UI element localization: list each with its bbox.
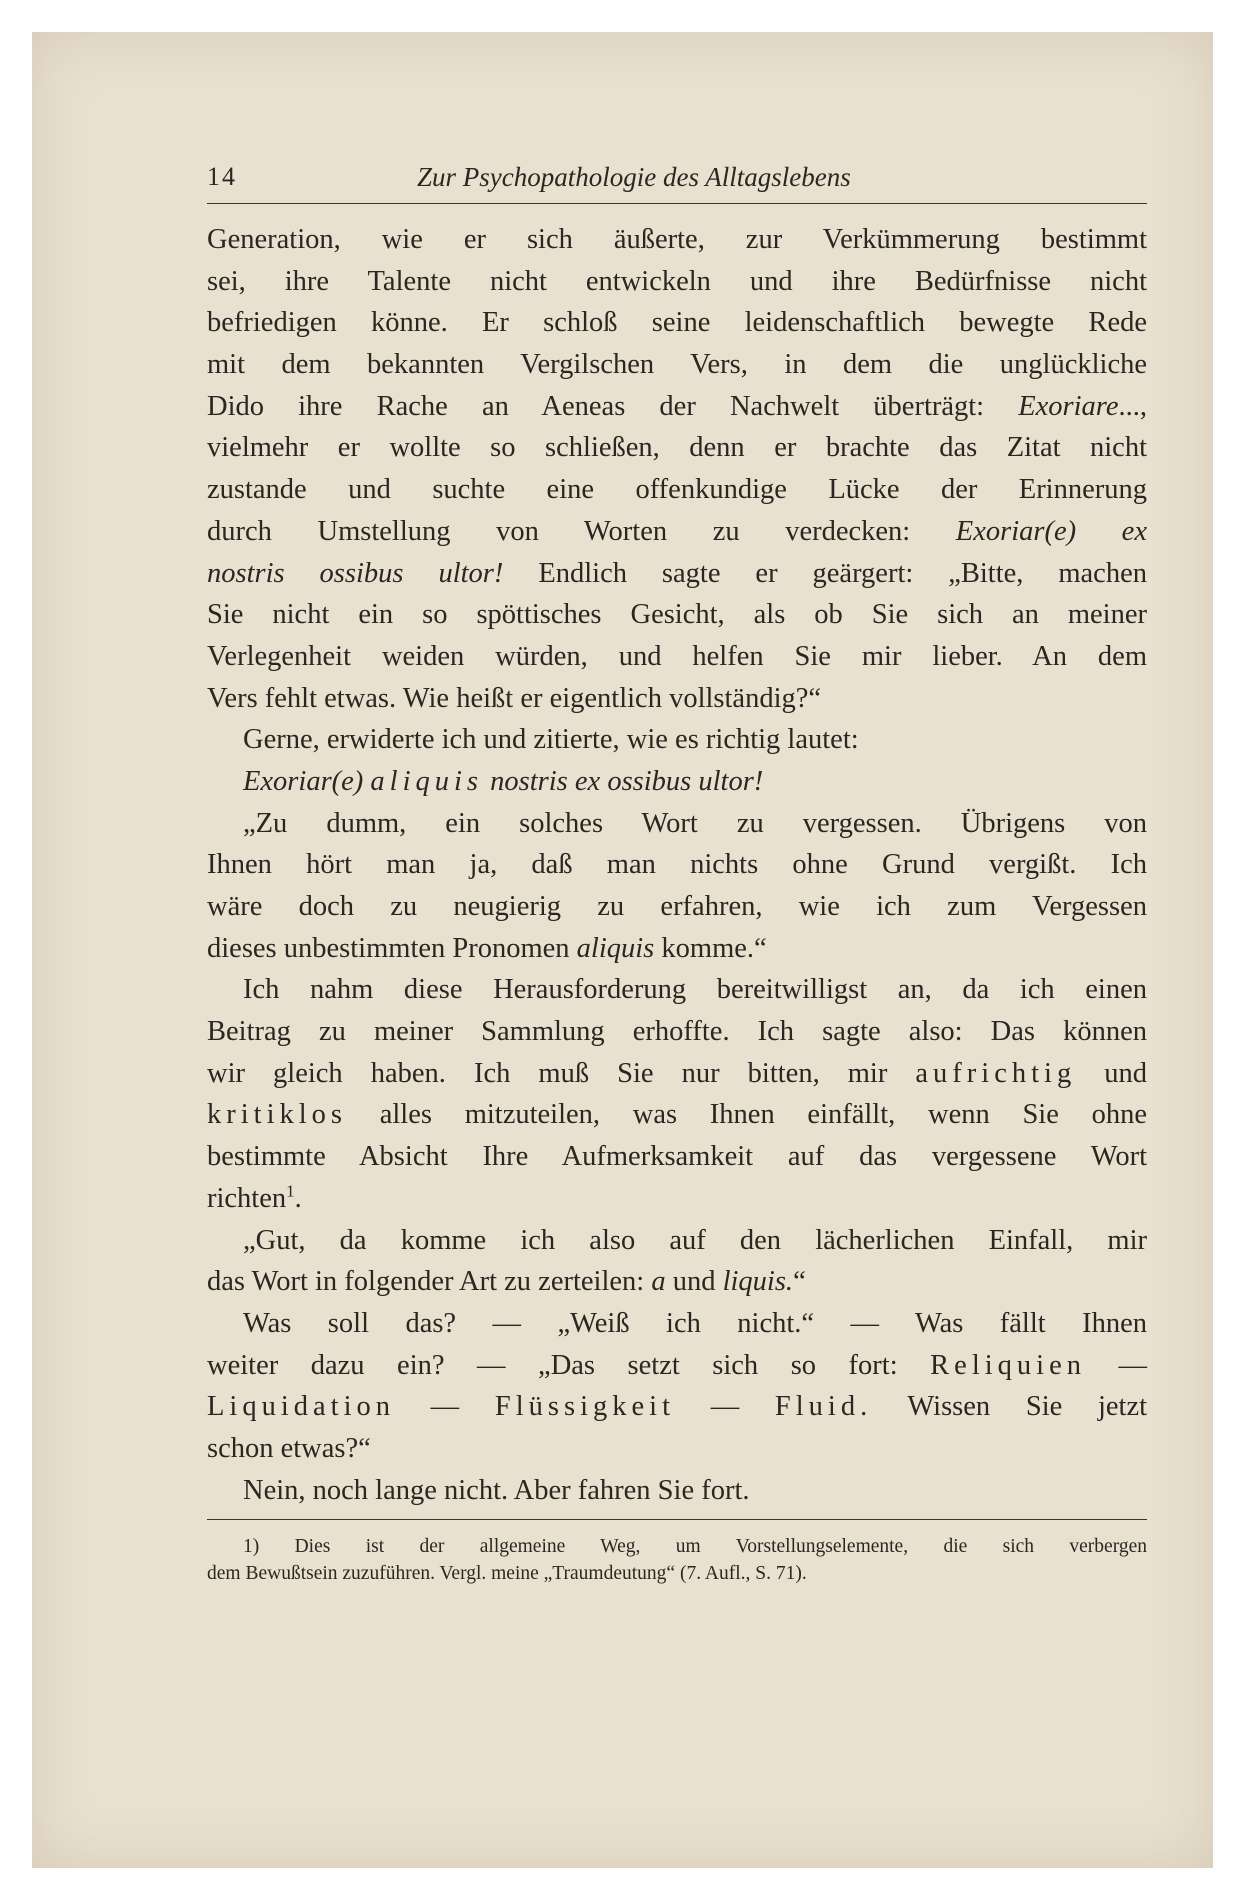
text-line: [207, 1053, 1147, 1095]
body-text: [207, 219, 1147, 1511]
text-line: [207, 1178, 1147, 1220]
latin-quote: Exoriare: [1018, 390, 1119, 422]
text-span: ...,: [1118, 390, 1147, 422]
text-line: wäre doch zu neugierig zu erfahren, wie ich zum Vergessen: [207, 891, 1147, 922]
text-line: Generation, wie er sich äußerte, zur Verkümmerung bestimmt: [207, 224, 1147, 255]
text-span: und: [665, 1266, 723, 1298]
latin-word: aliquis: [576, 932, 655, 964]
text-span: dieses unbestimmten Pronomen: [207, 932, 577, 964]
spaced-word: Fluid.: [774, 1391, 873, 1423]
page-number: 14: [207, 162, 237, 191]
header-rule: [207, 203, 1147, 204]
text-line: bestimmte Absicht Ihre Aufmerksamkeit auf das vergessene Wort: [207, 1141, 1147, 1173]
text-span: Dido ihre Rache an Aeneas der Nachwelt überträgt:: [207, 390, 1019, 422]
text-span: richten: [207, 1182, 287, 1214]
text-line: Gerne, erwiderte ich und zitierte, wie es richtig lautet:: [243, 724, 859, 756]
footnote-line: 1) Dies ist der allgemeine Weg, um Vorstellungselemente, die sich verbergen: [243, 1536, 1147, 1557]
text-line: Ich nahm diese Herausforderung bereitwilligst an, da ich einen: [243, 974, 1147, 1006]
text-span: das Wort in folgender Art zu zerteilen:: [207, 1266, 652, 1298]
running-title: Zur Psychopathologie des Alltagslebens: [417, 162, 851, 192]
text-span: alles mitzuteilen, was Ihnen einfällt, wenn Sie ohne: [347, 1099, 1147, 1131]
spaced-word: Liquidation: [207, 1391, 395, 1423]
page-header: [207, 162, 1147, 198]
text-line: Beitrag zu meiner Sammlung erhoffte. Ich sagte also: Das können: [207, 1016, 1147, 1048]
text-line: befriedigen könne. Er schloß seine leidenschaftlich bewegte Rede: [207, 307, 1147, 339]
text-span: und: [1076, 1057, 1148, 1089]
spaced-word: Reliquien: [930, 1349, 1086, 1381]
text-line: [207, 928, 1147, 970]
text-span: Endlich sagte er geärgert: „Bitte, machen: [503, 557, 1147, 589]
footnote-rule: [207, 1519, 1147, 1520]
text-span: durch Umstellung von Worten zu verdecken:: [207, 515, 956, 547]
text-span: komme.“: [654, 932, 767, 964]
text-line: Nein, noch lange nicht. Aber fahren Sie fort.: [243, 1474, 750, 1506]
text-line: Sie nicht ein so spöttisches Gesicht, als ob Sie sich an meiner: [207, 599, 1147, 631]
text-line: Vers fehlt etwas. Wie heißt er eigentlich vollständig?“: [207, 682, 822, 714]
text-line: schon etwas?“: [207, 1432, 371, 1464]
spaced-word: aufrichtig: [915, 1057, 1077, 1089]
text-line: „Gut, da komme ich also auf den lächerlichen Einfall, mir: [243, 1224, 1147, 1256]
spaced-word: aliquis: [370, 765, 484, 797]
latin-quote: nostris ex ossibus ultor!: [483, 765, 764, 797]
footnote-line: dem Bewußtsein zuzuführen. Vergl. meine „Traumdeutung“ (7. Aufl., S. 71).: [207, 1563, 807, 1584]
text-line: zustande und suchte eine offenkundige Lücke der Erinnerung: [207, 474, 1147, 506]
spaced-word: kritiklos: [207, 1099, 348, 1131]
footnote: [207, 1533, 1147, 1587]
footnote-marker: 1: [286, 1181, 295, 1201]
text-line: mit dem bekannten Vergilschen Vers, in dem die unglückliche: [207, 349, 1147, 381]
text-line: [207, 1345, 1147, 1387]
text-span: —: [394, 1391, 495, 1423]
latin-word: liquis.: [722, 1266, 794, 1298]
text-line: [207, 386, 1147, 428]
text-line: [207, 761, 1147, 803]
text-line: Verlegenheit weiden würden, und helfen Sie mir lieber. An dem: [207, 640, 1147, 672]
text-line: [207, 511, 1147, 553]
text-line: „Zu dumm, ein solches Wort zu vergessen. Übrigens von: [243, 807, 1147, 839]
text-line: [207, 553, 1147, 595]
text-line: [207, 1386, 1147, 1428]
spaced-word: Flüssigkeit: [494, 1391, 675, 1423]
text-span: weiter dazu ein? — „Das setzt sich so fort:: [207, 1349, 931, 1381]
text-line: sei, ihre Talente nicht entwickeln und ihre Bedürfnisse nicht: [207, 265, 1147, 297]
text-line: Ihnen hört man ja, daß man nichts ohne Grund vergißt. Ich: [207, 849, 1147, 881]
latin-word: a: [651, 1266, 666, 1298]
latin-quote: Exoriar(e): [243, 765, 371, 797]
latin-quote: nostris ossibus ultor!: [207, 557, 504, 589]
text-line: Was soll das? — „Weiß ich nicht.“ — Was fällt Ihnen: [243, 1307, 1147, 1339]
text-span: .: [294, 1182, 302, 1214]
text-span: —: [675, 1391, 775, 1423]
latin-quote: Exoriar(e) ex: [955, 515, 1147, 547]
text-line: [207, 1261, 1147, 1303]
text-span: Wissen Sie jetzt: [872, 1391, 1148, 1423]
text-span: —: [1085, 1349, 1148, 1381]
text-span: wir gleich haben. Ich muß Sie nur bitten, mir: [207, 1057, 916, 1089]
text-span: “: [793, 1266, 806, 1298]
text-line: vielmehr er wollte so schließen, denn er brachte das Zitat nicht: [207, 432, 1147, 464]
text-line: [207, 1094, 1147, 1136]
